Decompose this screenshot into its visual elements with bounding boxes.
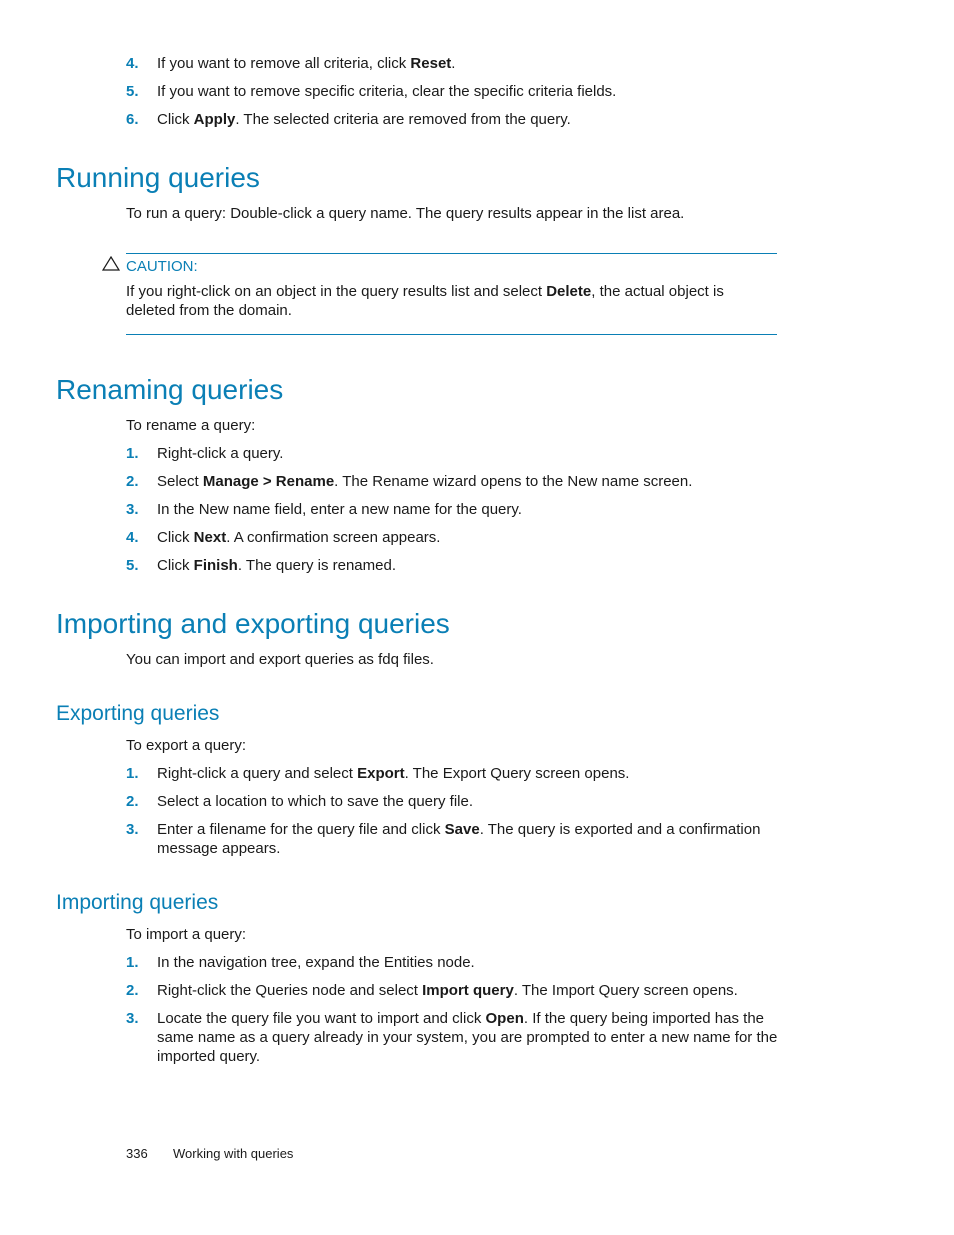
step-number: 3. xyxy=(126,1010,139,1027)
section-heading-running-queries: Running queries xyxy=(56,162,260,193)
page-number: 336 xyxy=(126,1146,148,1161)
subsection-heading-importing: Importing queries xyxy=(56,891,219,914)
step-text: If you want to remove specific criteria, clear the specific criteria fields. xyxy=(157,83,617,100)
step-number: 5. xyxy=(126,83,139,100)
caution-text: If you right-click on an object in the query results list and select Delete, the actual object is deleted from the domain. xyxy=(126,283,724,319)
step-number: 4. xyxy=(126,55,139,72)
exporting-intro: To export a query: xyxy=(126,737,247,754)
step-number: 1. xyxy=(126,954,139,971)
renaming-intro: To rename a query: xyxy=(126,417,256,434)
importing-intro: To import a query: xyxy=(126,926,247,943)
section-heading-importing-exporting: Importing and exporting queries xyxy=(56,608,450,639)
step-text: Click Finish. The query is renamed. xyxy=(157,557,396,574)
step-number: 2. xyxy=(126,793,139,810)
step-number: 1. xyxy=(126,445,139,462)
step-number: 2. xyxy=(126,473,139,490)
step-text: If you want to remove all criteria, click Reset. xyxy=(157,55,456,72)
step-number: 2. xyxy=(126,982,139,999)
step-text: Right-click a query. xyxy=(157,445,284,462)
step-text: In the New name field, enter a new name for the query. xyxy=(157,501,522,518)
step-text: Click Next. A confirmation screen appears. xyxy=(157,529,441,546)
caution-top-rule xyxy=(126,253,777,254)
step-number: 5. xyxy=(126,557,139,574)
step-text: Click Apply. The selected criteria are removed from the query. xyxy=(157,111,571,128)
running-intro: To run a query: Double-click a query name. The query results appear in the list area. xyxy=(126,205,685,222)
step-text: Right-click the Queries node and select Import query. The Import Query screen opens. xyxy=(157,982,738,999)
step-number: 1. xyxy=(126,765,139,782)
step-number: 4. xyxy=(126,529,139,546)
step-text: Right-click a query and select Export. The Export Query screen opens. xyxy=(157,765,630,782)
section-heading-renaming-queries: Renaming queries xyxy=(56,374,284,405)
importing-exporting-intro: You can import and export queries as fdq files. xyxy=(126,651,434,668)
footer-section-title: Working with queries xyxy=(173,1146,294,1161)
step-number: 6. xyxy=(126,111,139,128)
step-text: Select a location to which to save the query file. xyxy=(157,793,474,810)
caution-label: CAUTION: xyxy=(126,258,198,275)
caution-triangle-icon xyxy=(102,256,120,271)
step-text: In the navigation tree, expand the Entities node. xyxy=(157,954,475,971)
step-text: Enter a filename for the query file and click Save. The query is exported and a confirmation message appears. xyxy=(157,821,761,857)
step-text: Locate the query file you want to import and click Open. If the query being imported has the same name as a query already in your system, you are prompted to enter a new name for the imported query. xyxy=(157,1010,778,1065)
step-number: 3. xyxy=(126,501,139,518)
step-number: 3. xyxy=(126,821,139,838)
subsection-heading-exporting: Exporting queries xyxy=(56,702,220,725)
step-text: Select Manage > Rename. The Rename wizard opens to the New name screen. xyxy=(157,473,693,490)
caution-bottom-rule xyxy=(126,334,777,335)
